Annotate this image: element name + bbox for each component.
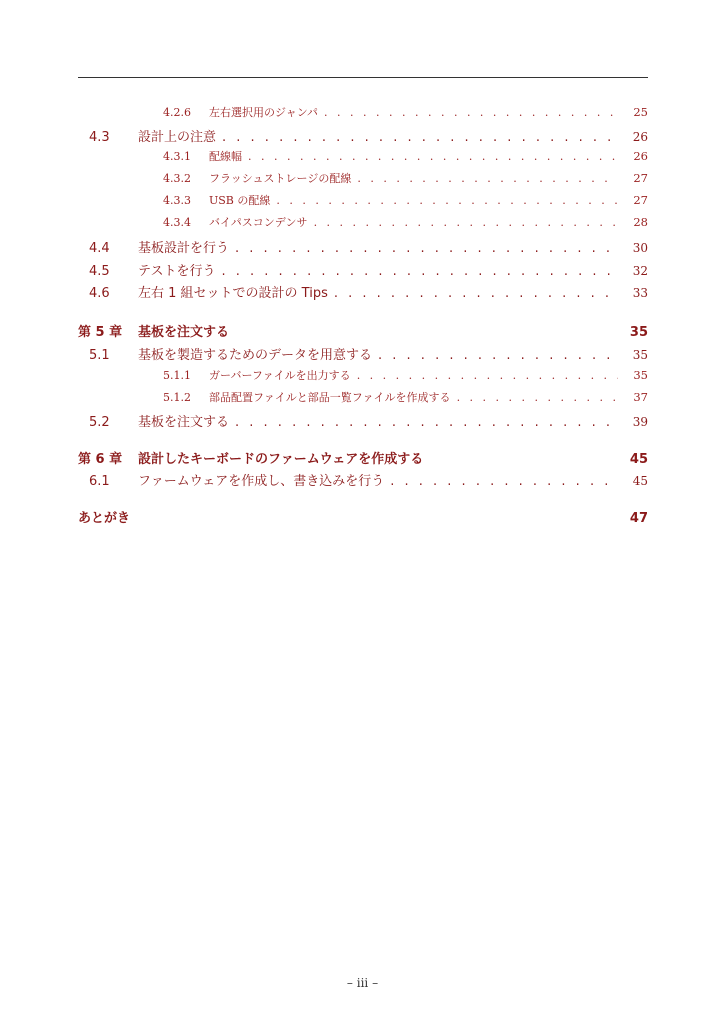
toc-entry[interactable] <box>78 282 648 301</box>
toc-entry-number: 5.2 <box>89 415 110 430</box>
toc-entry-title: フラッシュストレージの配線 <box>209 172 352 185</box>
toc-chapter-number: 第 5 章 <box>78 325 123 340</box>
dot-leader <box>334 286 618 301</box>
toc-entry-number: 4.3.1 <box>163 150 191 163</box>
toc-entry-title: 設計上の注意 <box>138 130 217 145</box>
toc-entry[interactable] <box>78 367 648 383</box>
toc-entry-number: 6.1 <box>89 474 110 489</box>
toc-entry-title: 左右選択用のジャンパ <box>209 106 319 119</box>
toc-entry-number: 4.3 <box>89 130 110 145</box>
toc-entry[interactable] <box>78 126 648 145</box>
toc-entry-page: 26 <box>632 130 648 144</box>
dot-leader <box>378 348 618 363</box>
toc-entry-number: 4.3.4 <box>163 216 191 229</box>
toc-chapter[interactable] <box>78 321 648 340</box>
dot-leader <box>248 150 618 163</box>
toc-entry-number: 5.1 <box>89 348 110 363</box>
toc-entry-number: 4.3.3 <box>163 194 191 207</box>
dot-leader <box>357 369 618 382</box>
toc-entry-page: 33 <box>632 286 648 300</box>
toc-entry-page: 35 <box>632 348 648 362</box>
header-rule <box>78 77 648 78</box>
toc-entry-page: 32 <box>632 264 648 278</box>
dot-leader <box>324 106 618 119</box>
toc-entry-number: 4.4 <box>89 241 110 256</box>
dot-leader <box>314 216 618 229</box>
toc-entry[interactable] <box>78 344 648 363</box>
toc-entry-page: 37 <box>633 390 648 404</box>
dot-leader <box>357 172 618 185</box>
dot-leader <box>390 474 618 489</box>
toc-entry[interactable] <box>78 192 648 208</box>
toc-chapter[interactable] <box>78 448 648 467</box>
toc-entry-page: 27 <box>633 171 648 185</box>
toc-entry-page: 28 <box>633 215 648 229</box>
toc-entry[interactable] <box>78 214 648 230</box>
dot-leader <box>222 130 618 145</box>
toc-chapter-page: 47 <box>629 511 648 526</box>
toc-entry-title: 基板を製造するためのデータを用意する <box>138 348 373 363</box>
toc-entry-number: 4.6 <box>89 286 110 301</box>
toc-chapter-title: 設計したキーボードのファームウェアを作成する <box>138 452 424 467</box>
toc-entry-page: 26 <box>633 149 648 163</box>
dot-leader <box>457 391 618 404</box>
toc-entry-title: 配線幅 <box>209 150 242 163</box>
toc-chapter[interactable] <box>78 507 648 526</box>
toc-entry-number: 4.5 <box>89 264 110 279</box>
toc-chapter-page: 45 <box>629 452 648 467</box>
toc-entry[interactable] <box>78 104 648 120</box>
toc-entry-page: 35 <box>633 368 648 382</box>
toc-chapter-title: あとがき <box>78 511 131 526</box>
dot-leader <box>221 264 618 279</box>
toc-chapter-title: 基板を注文する <box>138 325 230 340</box>
toc-entry-number: 5.1.2 <box>163 391 191 404</box>
toc-entry-title: 左右 1 組セットでの設計の Tips <box>138 286 328 301</box>
toc-entry-number: 5.1.1 <box>163 369 191 382</box>
toc-entry-number: 4.3.2 <box>163 172 191 185</box>
toc-entry[interactable] <box>78 260 648 279</box>
toc-entry[interactable] <box>78 148 648 164</box>
dot-leader <box>276 194 618 207</box>
toc-entry-title: ガーバーファイルを出力する <box>209 369 351 382</box>
toc-entry-page: 25 <box>633 105 648 119</box>
toc-chapter-page: 35 <box>629 325 648 340</box>
toc-entry-title: 基板を注文する <box>138 415 230 430</box>
toc-entry[interactable] <box>78 389 648 405</box>
toc-entry[interactable] <box>78 237 648 256</box>
toc-chapter-number: 第 6 章 <box>78 452 123 467</box>
toc-entry-title: テストを行う <box>138 264 216 279</box>
toc-entry-title: 基板設計を行う <box>138 241 230 256</box>
toc-entry-page: 39 <box>632 415 648 429</box>
toc-entry-title: バイパスコンデンサ <box>209 216 308 229</box>
dot-leader <box>235 415 618 430</box>
toc-entry[interactable] <box>78 470 648 489</box>
toc-entry-page: 30 <box>632 241 648 255</box>
toc-entry-number: 4.2.6 <box>163 106 191 119</box>
toc-entry-title: USB の配線 <box>209 194 271 207</box>
toc-entry[interactable] <box>78 170 648 186</box>
toc-entry-page: 45 <box>632 474 648 488</box>
dot-leader <box>235 241 618 256</box>
toc-entry-page: 27 <box>633 193 648 207</box>
toc-entry-title: 部品配置ファイルと部品一覧ファイルを作成する <box>209 391 451 404</box>
toc-entry-title: ファームウェアを作成し、書き込みを行う <box>138 474 385 489</box>
toc-entry[interactable] <box>78 411 648 430</box>
page-number: – iii – <box>346 976 379 990</box>
